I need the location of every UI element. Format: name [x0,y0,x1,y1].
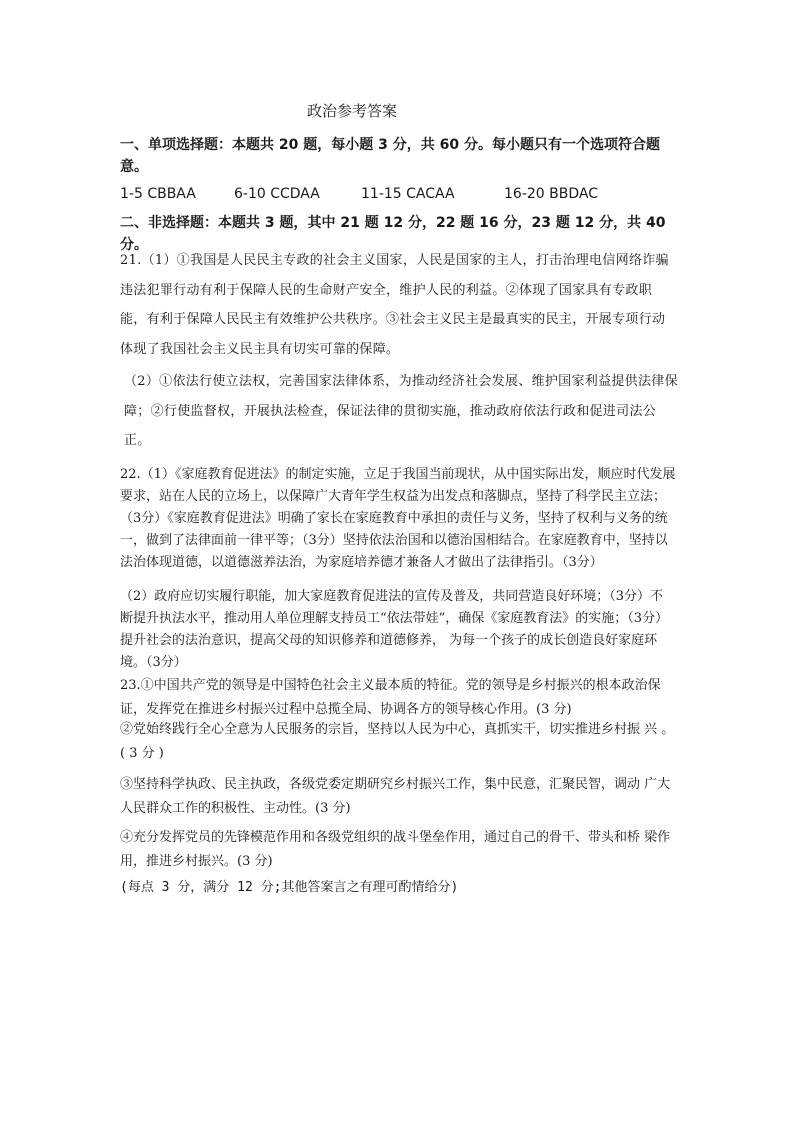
q22-part1: 22.（1）《家庭教育促进法》的制定实施，立足于我国当前现状，从中国实际出发，顺应时代发展要求，站在人民的立场上，以保障广大青年学生权益为出发点和落脚点，坚持了科学民主立法；（3分）《家庭教育促进法》明确了家长在家庭教育中承担的责任与义务，坚持了权利与义务的统一，做到了法律面前一律平等；（3分）坚持依法治国和以德治国相结合。在家庭教育中，坚持以法治体现道德，以道德滋养法治，为家庭培养德才兼备人才做出了法律指引。（3分） [120,467,676,570]
q21-part1: 21.（1）①我国是人民民主专政的社会主义国家，人民是国家的主人，打击治理电信网络诈骗违法犯罪行动有利于保障人民的生命财产安全，维护人民的利益。②体现了国家具有专政职能，有利于保障人民民主有效维护公共秩序。③社会主义民主是最真实的民主，开展专项行动体现了我国社会主义民主具有切实可靠的保障。 [120,253,669,357]
answer-group-6-10: 6-10 CCDAA [234,186,320,202]
q23-point4: ④充分发挥党员的先锋模范作用和各级党组织的战斗堡垒作用，通过自己的骨干、带头和桥 梁作用，推进乡村振兴。(3 分) [120,830,671,869]
q21-part2: （2）①依法行使立法权，完善国家法律体系，为推动经济社会发展、维护国家利益提供法律保障；②行使监督权，开展执法检查，保证法律的贯彻实施，推动政府依法行政和促进司法公正。 [124,374,678,448]
q23-point1: 23.①中国共产党的领导是中国特色社会主义最本质的特征。党的领导是乡村振兴的根本政治保证，发挥党在推进乡村振兴过程中总揽全局、协调各方的领导核心作用。(3 分) [120,678,661,717]
q23-point2: ②党始终践行全心全意为人民服务的宗旨，坚持以人民为中心，真抓实干，切实推进乡村振 兴 。( 3 分 ) [120,722,675,761]
section2-heading: 二、非选择题：本题共 3 题，其中 21 题 12 分，22 题 16 分，23 题 12 分，共 40 分。 [120,215,666,253]
page-title: 政治参考答案 [307,102,398,120]
answer-group-16-20: 16-20 BBDAC [504,186,598,202]
q23-point3: ③坚持科学执政、民主执政，各级党委定期研究乡村振兴工作，集中民意，汇聚民智，调动 广大人民群众工作的积极性、主动性。(3 分) [120,777,671,816]
q22-part2: （2）政府应切实履行职能，加大家庭教育促进法的宣传及普及，共同营造良好环境；（3分）不断提升执法水平，推动用人单位理解支持员工“依法带娃”，确保《家庭教育法》的实施；（3分）提升社会的法治意识，提高父母的知识修养和道德修养， 为每一个孩子的成长创造良好家庭环境。（3分） [120,589,669,670]
section1-heading: 一、单项选择题：本题共 20 题，每小题 3 分，共 60 分。每小题只有一个选项符合题意。 [120,137,660,175]
scoring-note: (每点 3 分，满分 12 分;其他答案言之有理可酌情给分) [120,880,459,895]
choice-answers-row [120,186,680,206]
answer-group-11-15: 11-15 CACAA [361,186,455,202]
answer-group-1-5: 1-5 CBBAA [120,186,196,202]
